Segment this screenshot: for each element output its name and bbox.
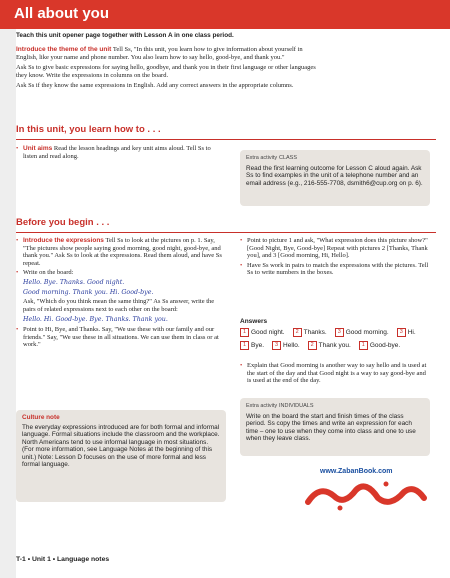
theme-title: Introduce the theme of the unit — [16, 46, 112, 53]
answer-text: Bye. — [251, 342, 265, 349]
answers-row-2 — [240, 341, 430, 350]
extra1-tag: CLASS — [278, 155, 298, 161]
explain-block — [240, 362, 430, 387]
page-title: All about you — [14, 5, 109, 22]
unit-aims-block — [16, 145, 221, 162]
answer-box: 2 — [308, 341, 317, 350]
expressions-label: Introduce the expressions — [23, 237, 104, 244]
answer-text: Thanks. — [303, 329, 327, 336]
board-line-2: Good morning. Thank you. Hi. Good-bye. — [23, 288, 154, 296]
section-unit-title: In this unit, you learn how to . . . — [16, 124, 161, 135]
zabanbook-logo — [300, 478, 430, 512]
page-bleed — [0, 0, 16, 578]
answer-box: 2 — [293, 328, 302, 337]
answer-text: Thank you. — [318, 342, 351, 349]
extra2-text: Write on the board the start and finish times of the class period. Ss copy the times and write an expression for each time – one to use when they come into class and one to use when they leave class. — [246, 412, 416, 442]
expressions-text: Tell Ss to look at the pictures on p. 1. Say, "The pictures show people saying good morning, good night, good-bye, and thank you." Ask Ss to look at the expressions. Read them aloud, and have Ss repeat. — [23, 237, 222, 267]
answer-box: 1 — [240, 328, 249, 337]
explain-text: • Explain that Good morning is another way to say hello and is used at the start of the day and that Good night is a way to say good-bye and is used at the end of the day. — [240, 362, 430, 385]
answers-title: Answers — [240, 318, 268, 325]
culture-text: The everyday expressions introduced are for both formal and informal language. Formal situations include the classroom and the workplace. North Americans tend to use informal language in most situations. (For more information, see Language Notes at the beginning of this unit.) Note: Lesson D focuses on the use of more formal and less formal language. — [22, 423, 220, 468]
answer-box: 1 — [240, 341, 249, 350]
extra-activity-individuals — [240, 398, 430, 456]
expressions-block — [16, 237, 226, 351]
answer-text: Good morning. — [345, 329, 389, 336]
section-begin-rule — [16, 232, 436, 233]
extra2-title: Extra activity — [246, 403, 278, 409]
theme-block — [16, 46, 316, 93]
section-unit-rule — [16, 139, 436, 140]
answer-text: Hi. — [407, 329, 416, 336]
ask-text: Ask, "Which do you think mean the same thing?" As Ss answer, write the pairs of related expressions next to each other on the board: — [23, 298, 215, 313]
answer-box: 1 — [359, 341, 368, 350]
board-line-1: Hello. Bye. Thanks. Good night. — [23, 278, 125, 286]
theme-p3: Ask Ss if they know the same expressions in English. Add any correct answers in the appropriate columns. — [16, 82, 294, 90]
watermark-url: www.ZabanBook.com — [320, 468, 393, 475]
answer-text: Good-bye. — [369, 342, 401, 349]
theme-p1: Tell Ss, "In this unit, you learn how to give information about yourself in English, like your name and phone number. You also learn how to say hello, good-bye, and thank you." — [16, 46, 303, 61]
extra-activity-class — [240, 150, 430, 206]
intro-text: Teach this unit opener page together with Lesson A in one class period. — [16, 32, 234, 39]
unit-aims-text: Read the lesson headings and key unit aims aloud. Tell Ss to listen and read along. — [23, 145, 211, 160]
answer-box: 3 — [397, 328, 406, 337]
unit-aims-label: Unit aims — [23, 145, 53, 152]
culture-title: Culture note — [22, 414, 60, 421]
board-pairs: Hello. Hi. Good-bye. Bye. Thanks. Thank you. — [23, 316, 168, 324]
answers-row-1 — [240, 328, 430, 337]
theme-p2: Ask Ss to give basic expressions for saying hello, goodbye, and thank you in their first language or other languages they know. Write the expressions in columns on the board. — [16, 64, 316, 79]
extra1-text: Read the first learning outcome for Lesson C aloud again. Ask Ss to find examples in the unit of a telephone number and an email address (e.g., 216-555-7708, dsmith6@cup.org on p. 6). — [246, 164, 423, 187]
picture-point-text: • Point to picture 1 and ask, "What expression does this picture show?" [Good Night, Bye, Good-bye] Repeat with pictures 2 [Thanks, Thank you], and 3 [Good morning, Hi, Hello]. — [240, 237, 430, 260]
answer-box: 3 — [335, 328, 344, 337]
extra1-title: Extra activity — [246, 155, 278, 161]
answers-block — [240, 318, 430, 354]
right-column-bullets — [240, 237, 430, 279]
answer-box: 3 — [272, 341, 281, 350]
extra2-tag: INDIVIDUALS — [278, 403, 314, 409]
answer-text: Good night. — [251, 329, 285, 336]
answer-text: Hello. — [283, 342, 300, 349]
pairs-match-text: • Have Ss work in pairs to match the expressions with the pictures. Tell Ss to write numbers in the boxes. — [240, 262, 430, 277]
title-banner — [0, 0, 450, 29]
section-begin-title: Before you begin . . . — [16, 217, 110, 228]
point-text: • Point to Hi, Bye, and Thanks. Say, "We use these with our family and our friends." Say, "We use these in all situations. We can use them in class or at work." — [16, 326, 226, 349]
culture-note — [16, 410, 226, 502]
write-board: • Write on the board: — [16, 269, 226, 277]
page-footer: T-1 • Unit 1 • Language notes — [16, 556, 110, 563]
